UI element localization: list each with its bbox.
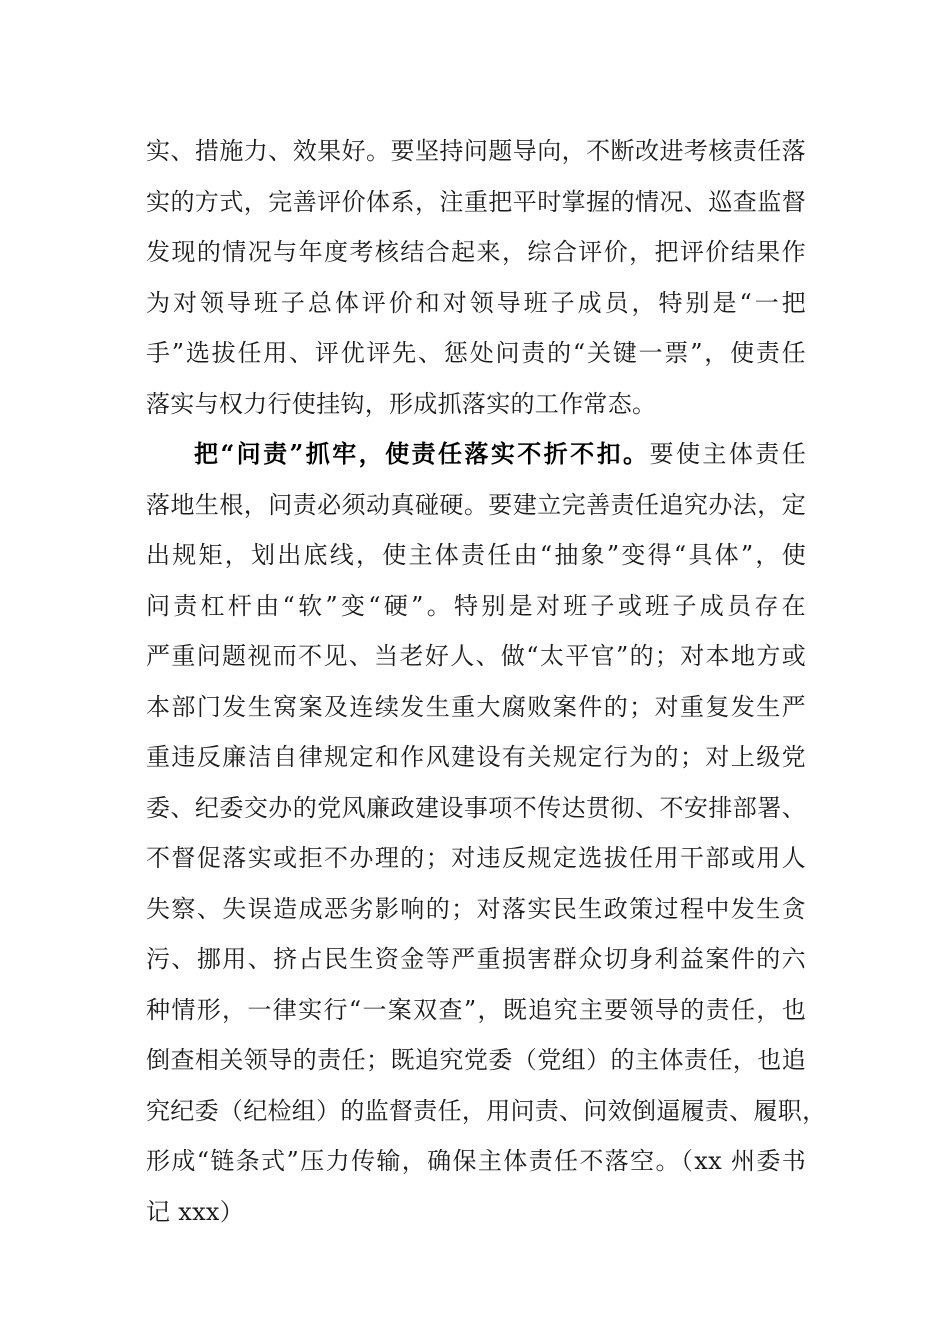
- text-line: 出规矩，划出底线，使主体责任由“抽象”变得“具体”，使: [146, 541, 806, 569]
- paragraph-text: 要使主体责任: [649, 440, 806, 468]
- text-line: 本部门发生窝案及连续发生重大腐败案件的；对重复发生严: [146, 692, 806, 721]
- text-line: 委、纪委交办的党风廉政建设事项不传达贯彻、不安排部署、: [146, 793, 806, 822]
- text-line: 落地生根，问责必须动真碰硬。要建立完善责任追究办法，定: [146, 490, 806, 519]
- text-line: 不督促落实或拒不办理的；对违反规定选拔任用干部或用人: [146, 844, 806, 872]
- text-line-first: [146, 429, 806, 480]
- text-line: 严重问题视而不见、当老好人、做“太平官”的；对本地方或: [146, 642, 806, 670]
- text-line: 究纪委（纪检组）的监督责任，用问责、问效倒逼履责、履职，: [146, 1096, 827, 1125]
- text-line: 发现的情况与年度考核结合起来，综合评价，把评价结果作: [146, 238, 806, 266]
- paragraph-heading: 把“问责”抓牢，使责任落实不折不扣。: [194, 439, 650, 468]
- document-body: [146, 126, 827, 1237]
- text-line: 记 xxx）: [146, 1197, 245, 1226]
- text-line: 倒查相关领导的责任；既追究党委（党组）的主体责任，也追: [146, 1046, 806, 1074]
- text-line: 手”选拔任用、评优评先、惩处问责的“关键一票”，使责任: [146, 339, 806, 367]
- paragraph-2: [146, 429, 827, 1237]
- text-line: 实的方式，完善评价体系，注重把平时掌握的情况、巡查监督: [146, 187, 806, 216]
- text-line: 污、挪用、挤占民生资金等严重损害群众切身利益案件的六: [146, 945, 806, 973]
- text-line: 形成“链条式”压力传输，确保主体责任不落空。（xx 州委书: [146, 1147, 806, 1175]
- text-line: 问责杠杆由“软”变“硬”。特别是对班子或班子成员存在: [146, 591, 806, 620]
- text-line: 实、措施力、效果好。要坚持问题导向，不断改进考核责任落: [146, 137, 806, 165]
- paragraph-1: [146, 126, 806, 429]
- text-line: 落实与权力行使挂钩，形成抓落实的工作常态。: [146, 389, 657, 418]
- text-line: 失察、失误造成恶劣影响的；对落实民生政策过程中发生贪: [146, 894, 806, 923]
- text-line: 重违反廉洁自律规定和作风建设有关规定行为的；对上级党: [146, 743, 806, 771]
- text-line: 种情形，一律实行“一案双查”，既追究主要领导的责任，也: [146, 995, 806, 1024]
- text-line: 为对领导班子总体评价和对领导班子成员，特别是“一把: [146, 288, 806, 317]
